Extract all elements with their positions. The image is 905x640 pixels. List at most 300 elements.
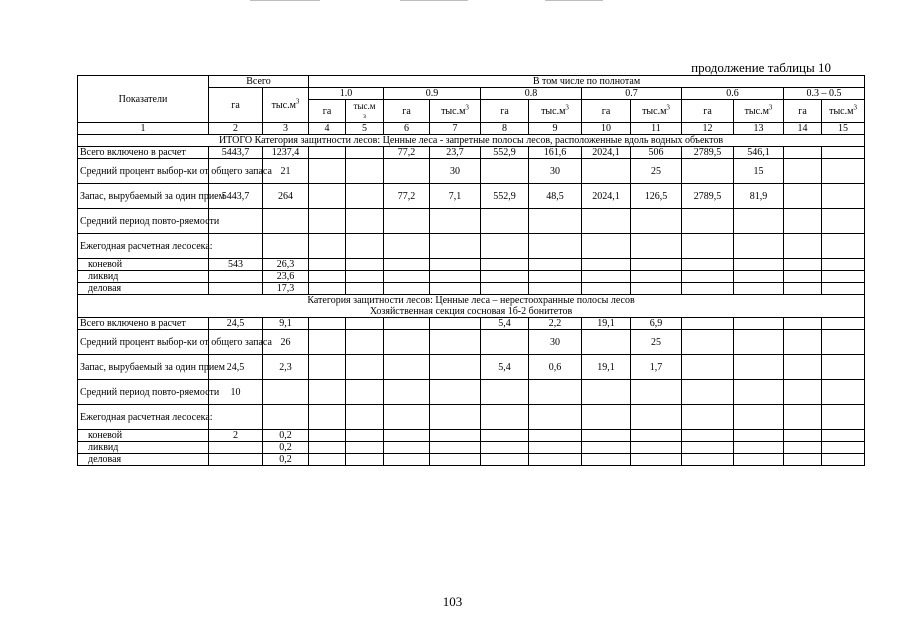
table-cell [682,405,734,430]
table-cell [631,271,682,283]
table-cell: 264 [263,184,309,209]
table-cell [822,209,865,234]
table-cell [682,271,734,283]
table-cell: 126,5 [631,184,682,209]
table-cell [682,159,734,184]
table-cell [346,330,384,355]
table-cell: 5443,7 [209,147,263,159]
header-volume: $тыс.м^3$ [430,100,481,123]
table-cell: 24,5 [209,355,263,380]
table-cell [529,430,582,442]
table-cell [582,209,631,234]
column-number: 11 [631,123,682,135]
table-cell: 2789,5 [682,184,734,209]
page-number: 103 [442,594,463,609]
table-cell [209,283,263,295]
table-cell [582,405,631,430]
table-cell [784,283,822,295]
table-cell [430,271,481,283]
table-cell: 30 [430,159,481,184]
table-cell [309,147,346,159]
table-cell [582,259,631,271]
row-label: деловая [78,454,209,466]
table-cell: 1,7 [631,355,682,380]
table-cell [481,283,529,295]
scan-artifact-line [400,0,468,1]
header-ha: га [481,100,529,123]
table-cell: 30 [529,330,582,355]
header-total: Всего [209,76,309,88]
table-cell: 552,9 [481,147,529,159]
table-cell [734,234,784,259]
table-cell [309,380,346,405]
table-cell [430,259,481,271]
table-cell [682,330,734,355]
column-number: 9 [529,123,582,135]
table-cell [682,318,734,330]
table-row [78,259,865,271]
header-volume: $тыс.м^3$ [529,100,582,123]
table-cell: 77,2 [384,184,430,209]
table-cell [784,184,822,209]
header-density: 0.7 [582,88,682,100]
table-cell [682,283,734,295]
table-cell [430,430,481,442]
column-number: 2 [209,123,263,135]
table-cell: 0,2 [263,454,309,466]
table-cell [734,380,784,405]
forestry-table [77,75,865,466]
scan-artifact-line [545,0,603,1]
table-cell: 21 [263,159,309,184]
table-cell [384,259,430,271]
table-cell [263,380,309,405]
table-cell [346,209,384,234]
table-cell [631,259,682,271]
table-cell: 23,6 [263,271,309,283]
row-label: Ежегодная расчетная лесосека: [78,234,209,259]
table-cell [481,271,529,283]
row-label: коневой [78,259,209,271]
table-cell [784,159,822,184]
table-cell [481,209,529,234]
table-cell [309,271,346,283]
table-cell [682,234,734,259]
table-cell [582,430,631,442]
table-cell [309,259,346,271]
table-cell [209,271,263,283]
table-cell [430,355,481,380]
table-cell [430,234,481,259]
header-volume: $тыс.м^3$ [734,100,784,123]
table-cell [309,442,346,454]
table-row [78,318,865,330]
column-number: 3 [263,123,309,135]
table-cell [631,430,682,442]
row-label: Средний период повто-ряемости [78,380,209,405]
table-cell: 506 [631,147,682,159]
table-cell: 26 [263,330,309,355]
table-cell [822,147,865,159]
table-cell [309,234,346,259]
table-cell: 5,4 [481,318,529,330]
table-cell: 0,6 [529,355,582,380]
table-cell [481,159,529,184]
table-cell: 5,4 [481,355,529,380]
table-cell: 9,1 [263,318,309,330]
table-cell [734,259,784,271]
row-label: Всего включено в расчет [78,318,209,330]
table-cell [822,234,865,259]
header-ha: га [384,100,430,123]
table-row [78,355,865,380]
table-cell [822,159,865,184]
table-cell [209,442,263,454]
table-cell [481,234,529,259]
table-cell [346,271,384,283]
table-row [78,271,865,283]
table-row [78,454,865,466]
table-cell: 0,2 [263,430,309,442]
table-cell [346,405,384,430]
table-cell [682,442,734,454]
table-cell [734,355,784,380]
table-cell [582,454,631,466]
row-label: Запас, вырубаемый за один прием [78,184,209,209]
table-cell [734,283,784,295]
table-cell [384,454,430,466]
table-cell [734,318,784,330]
table-cell [346,430,384,442]
table-cell [734,209,784,234]
header-total-ha: га [209,88,263,123]
table-cell [309,454,346,466]
row-label: Ежегодная расчетная лесосека: [78,405,209,430]
header-volume: $тыс.м^3$ [631,100,682,123]
table-cell: 23,7 [430,147,481,159]
table-row [78,380,865,405]
row-label: Средний период повто-ряемости [78,209,209,234]
table-cell: 2 [209,430,263,442]
table-cell [430,380,481,405]
table-cell [822,271,865,283]
row-label: ликвид [78,442,209,454]
table-cell [384,234,430,259]
header-density: 1.0 [309,88,384,100]
table-cell [822,318,865,330]
table-cell [784,271,822,283]
table-cell [529,454,582,466]
header-indicators: Показатели [78,76,209,123]
table-cell [682,380,734,405]
table-cell [481,430,529,442]
table-row [78,330,865,355]
column-number: 10 [582,123,631,135]
table-cell [481,442,529,454]
table-cell: 48,5 [529,184,582,209]
table-cell [734,271,784,283]
table-cell [682,454,734,466]
table-cell [822,283,865,295]
row-label: Средний процент выбор-ки от общего запаса [78,159,209,184]
table-cell [822,330,865,355]
table-cell [209,405,263,430]
row-label: Запас, вырубаемый за один прием [78,355,209,380]
table-cell [529,283,582,295]
section-title: ИТОГО Категория защитности лесов: Ценные леса - запретные полосы лесов, расположенные вдоль водных объектов [78,135,865,147]
table-cell [822,184,865,209]
header-density: 0.6 [682,88,784,100]
table-cell [384,159,430,184]
table-cell: 6,9 [631,318,682,330]
header-volume: $тыс.м^3$ [822,100,865,123]
table-cell [309,330,346,355]
table-cell [822,454,865,466]
table-cell [384,271,430,283]
table-cell [582,380,631,405]
header-of-which: В том числе по полнотам [309,76,865,88]
table-cell [682,209,734,234]
table-cell [263,405,309,430]
table-cell: 81,9 [734,184,784,209]
table-cell [582,283,631,295]
header-density: 0.8 [481,88,582,100]
header-volume-split: тыс.м з [346,100,384,123]
column-number: 6 [384,123,430,135]
table-row [78,209,865,234]
table-cell [529,380,582,405]
table-cell [734,430,784,442]
table-cell [784,442,822,454]
column-number: 4 [309,123,346,135]
row-label: ликвид [78,271,209,283]
table-cell [430,283,481,295]
table-cell [346,184,384,209]
table-cell: 5443,7 [209,184,263,209]
table-cell [430,454,481,466]
table-cell [481,454,529,466]
table-cell [822,442,865,454]
table-cell [309,430,346,442]
table-cell [682,430,734,442]
column-number: 14 [784,123,822,135]
table-cell [309,184,346,209]
row-label: коневой [78,430,209,442]
table-cell [784,380,822,405]
table-cell [631,283,682,295]
table-cell [582,271,631,283]
table-cell: 30 [529,159,582,184]
column-number: 12 [682,123,734,135]
header-ha: га [582,100,631,123]
header-density: 0.3 – 0.5 [784,88,865,100]
table-cell [784,209,822,234]
table-cell [346,283,384,295]
table-cell [346,355,384,380]
table-row [78,430,865,442]
table-cell: 543 [209,259,263,271]
table-cell [481,330,529,355]
table-cell: 15 [734,159,784,184]
table-cell [346,318,384,330]
column-number: 1 [78,123,209,135]
table-cell [682,355,734,380]
table-cell: 546,1 [734,147,784,159]
table-cell [529,405,582,430]
table-cell [384,283,430,295]
table-cell [263,234,309,259]
column-number: 7 [430,123,481,135]
table-cell: 2024,1 [582,184,631,209]
table-cell [682,259,734,271]
table-cell [430,318,481,330]
table-cell [529,259,582,271]
table-cell [346,259,384,271]
table-cell: 19,1 [582,355,631,380]
table-cell [822,355,865,380]
table-cell: 10 [209,380,263,405]
table-continuation-caption: продолжение таблицы 10 [691,60,831,75]
table-cell [529,271,582,283]
table-cell [784,147,822,159]
table-cell [631,380,682,405]
table-cell: 26,3 [263,259,309,271]
table-cell [309,405,346,430]
table-cell [430,442,481,454]
table-cell [734,454,784,466]
table-cell [582,159,631,184]
table-cell [346,147,384,159]
table-cell [309,209,346,234]
table-cell: 7,1 [430,184,481,209]
table-cell [822,430,865,442]
table-cell: 25 [631,159,682,184]
column-number: 5 [346,123,384,135]
table-row [78,184,865,209]
table-row [78,283,865,295]
table-cell [384,330,430,355]
section-title: Категория защитности лесов: Ценные леса – нерестоохранные полосы лесов [78,295,865,307]
table-cell [734,442,784,454]
header-density: 0.9 [384,88,481,100]
table-cell: 1237,4 [263,147,309,159]
table-cell: 77,2 [384,147,430,159]
row-label: Всего включено в расчет [78,147,209,159]
table-cell [822,259,865,271]
table-cell [346,159,384,184]
table-cell [822,380,865,405]
column-number: 13 [734,123,784,135]
table-cell [529,442,582,454]
table-cell [784,355,822,380]
table-cell [384,209,430,234]
table-cell [346,234,384,259]
table-cell [346,380,384,405]
table-row [78,147,865,159]
table-cell [209,454,263,466]
table-cell [784,405,822,430]
table-cell [346,442,384,454]
table-cell [631,442,682,454]
table-cell [784,330,822,355]
table-cell [784,259,822,271]
section-subtitle: Хозяйственная секция сосновая 1б-2 бонитетов [78,306,865,318]
table-cell: 19,1 [582,318,631,330]
table-cell [631,454,682,466]
table-cell [582,442,631,454]
column-number: 8 [481,123,529,135]
table-cell [784,430,822,442]
table-cell [582,330,631,355]
table-row [78,159,865,184]
table-cell [384,430,430,442]
table-cell: 161,6 [529,147,582,159]
header-ha: га [682,100,734,123]
table-cell [631,209,682,234]
table-cell [309,283,346,295]
table-cell: 552,9 [481,184,529,209]
row-label: Средний процент выбор-ки от общего запаса [78,330,209,355]
table-cell [481,259,529,271]
table-cell: 2,3 [263,355,309,380]
table-cell [384,380,430,405]
table-cell [822,405,865,430]
table-cell: 24,5 [209,318,263,330]
table-cell [309,355,346,380]
table-cell [430,330,481,355]
table-cell [529,234,582,259]
table-cell [582,234,631,259]
table-cell [784,234,822,259]
table-row [78,442,865,454]
header-total-volume: $тыс.м^3$ [263,88,309,123]
table-cell [309,318,346,330]
table-cell [529,209,582,234]
table-cell: 2789,5 [682,147,734,159]
table-cell [384,318,430,330]
row-label: деловая [78,283,209,295]
table-cell [346,454,384,466]
scan-artifact-line [250,0,320,1]
table-cell [430,209,481,234]
table-cell [309,159,346,184]
table-cell: 17,3 [263,283,309,295]
table-cell [734,405,784,430]
column-number: 15 [822,123,865,135]
table-cell [384,405,430,430]
table-cell [263,209,309,234]
table-cell [384,442,430,454]
table-cell [481,405,529,430]
table-cell: 25 [631,330,682,355]
table-cell [734,330,784,355]
table-cell [430,405,481,430]
header-ha: га [309,100,346,123]
table-cell [209,234,263,259]
table-cell [481,380,529,405]
table-cell: 0,2 [263,442,309,454]
table-cell [631,405,682,430]
header-ha: га [784,100,822,123]
table-row [78,234,865,259]
table-cell: 2,2 [529,318,582,330]
table-cell [384,355,430,380]
table-cell [631,234,682,259]
table-row [78,405,865,430]
table-cell: 2024,1 [582,147,631,159]
table-cell [784,318,822,330]
table-cell [784,454,822,466]
